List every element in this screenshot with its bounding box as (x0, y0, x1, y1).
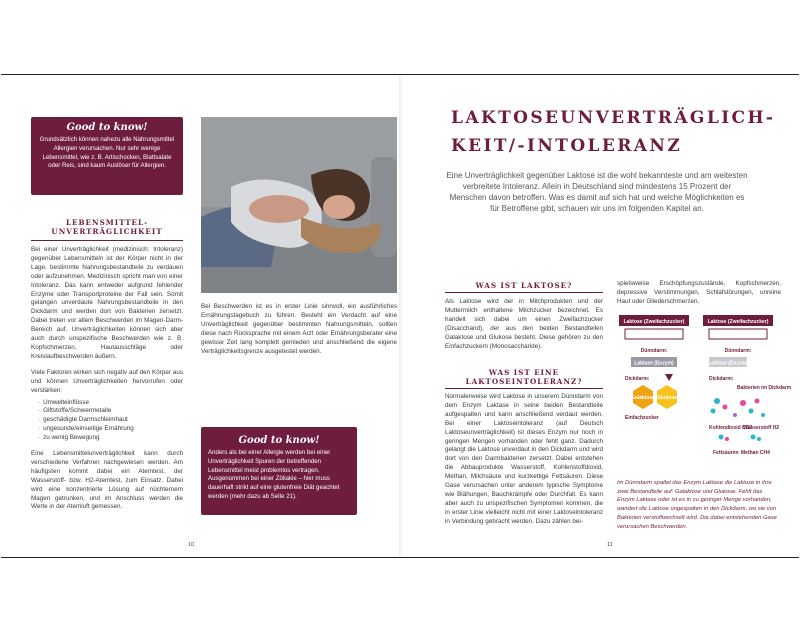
photo-illustration (201, 117, 397, 293)
heading-line-2: LAKTOSEINTOLERANZ? (465, 377, 583, 386)
intro-text: Eine Unverträglichkeit gegenüber Laktose ist die wohl bekannteste und am weitesten verbreitete Intoleranz. Allein in Deutschland sind mindestens 15 Prozent der Menschen davon betroffen. Was es damit auf sich hat und welche Möglichkeiten es für Betroffene gibt, schauen wir uns im folgenden Kapitel an. (446, 171, 748, 213)
lactose-label: Laktose (Zweifachzucker) (623, 319, 685, 325)
gas-molecules (719, 435, 762, 442)
list-item: · geschädigte Darmschleimhaut (38, 416, 183, 425)
left-column-text (31, 246, 183, 519)
right-column-top-text (617, 280, 781, 314)
large-intestine-label-right: Dickdarm: (709, 376, 734, 382)
section-heading (31, 218, 183, 236)
paragraph: Bei Beschwerden ist es in erster Linie sinnvoll, ein ausführliches Ernährungstagebuch zu führen. Besteht ein Verdacht auf eine Unverträglichkeit gegenüber bestimmten Nahrungsmitteln, sollten diese nach Rücksprache mit einem Arzt oder Ernährungsberater eine gewisse Zeit lang komplett gemieden und anschließend die eigene Verträglichkeitsgrenze ausgetestet werden. (201, 303, 397, 355)
good-to-know-box-2 (201, 427, 357, 515)
woman-on-sofa-photo (201, 117, 397, 293)
glucose-label: Glukose (657, 395, 677, 401)
heading-line-2: UNVERTRÄGLICHKEIT (51, 227, 163, 236)
diagram-caption: Im Dünndarm spaltet das Enzym Laktase die Laktose in ihre zwei Bestandteile auf: Galaktose und Glukose. Fehlt das Enzym Laktase oder ist es in zu geringer Menge vorhanden, wandert die Laktose ungespalten in den Dickdarm, wo sie von Bakterien verstoffwechselt wird. Die dabei entstehenden Gase verursachen Beschwerden. (617, 480, 777, 530)
list-item: · zu wenig Bewegung (38, 434, 183, 443)
lactose-molecule (625, 329, 683, 339)
list-item: · Giftstoffe/Schwermetalle (38, 407, 183, 416)
small-intestine-label-right: Dünndarm: (724, 348, 752, 354)
title-line-1: LAKTOSEUNVERTRÄGLICH- (451, 108, 776, 128)
paragraph: Als Laktose wird der in Milchprodukten und der Muttermilch enthaltene Milchzucker bezeichnet. Es handelt sich dabei um einen Zweifachzucker (Disaccharid), der aus den beiden Bestandteilen Galaktose und Glukose besteht. Diese gehören zu den Einfachzuckern (Monosaccharide). (445, 298, 603, 350)
heading-rule (31, 240, 183, 241)
heading-line-1: WAS IST EINE (488, 368, 560, 377)
box-text: Grundsätzlich können nahezu alle Nahrungsmittel Allergien verursachen. Nur sehr wenige Lebensmittel, wie z. B. Artischocken, Blattsalate oder Reis, sind kaum Auslöser für Allergien. (39, 136, 175, 170)
bacteria-label: Bakterien im Dickdarm (737, 385, 792, 391)
page-number: 11 (607, 542, 613, 548)
heading-rule (445, 292, 603, 293)
large-intestine-label: Dickdarm: (625, 376, 650, 382)
page-number: 10 (188, 542, 195, 548)
lactose-label-right: Laktose (Zweifachzucker) (707, 319, 769, 325)
methane-label: Methan CH4 (741, 450, 770, 456)
paragraph: Bei einer Unverträglichkeit (medizinisch: Intoleranz) gegenüber Lebensmitteln ist der Körper nicht in der Lage, bestimmte Nahrungsbestandteile zu verdauen oder aufzunehmen. Medizinisch spricht man von einer Intoleranz. Das kann entweder aufgrund fehlender Enzyme oder Transportproteine der Fall sein. Somit gelangen unverdaute Nahrungsbestandteile in den Dickdarm und werden dort von Bakterien zersetzt. Dabei treten vor allem Beschwerden im Magen-Darm-Bereich auf. Unverträglichkeiten können sich aber auch durch unspezifische Beschwerden wie z. B. Kopfschmerzen, Hautausschläge oder Kreislaufbeschwerden äußern. (31, 246, 183, 360)
galactose-label: Galaktose (631, 395, 655, 401)
book-spread (1, 74, 799, 558)
paragraph: Eine Lebensmittelunverträglichkeit kann durch verschiedene Verfahren nachgewiesen werden. Am häufigsten kommt dabei ein Atemtest, der Wasserstoff- bzw. H2-Atemtest, zum Einsatz. Dabei wird eine konzentrierte Lösung auf nüchternem Magen getrunken, und im Anschluss werden die Werte in der Atemluft gemessen. (31, 450, 183, 511)
factor-list (31, 399, 183, 444)
box-title: Good to know! (66, 122, 148, 133)
paragraph: spielsweise Erschöpfungszustände, Kopfschmerzen, depressive Verstimmungen, Schlafstörungen, unreine Haut oder Gliederschmerzen. (617, 280, 781, 305)
page-title (451, 104, 781, 160)
lactose-molecule-right (709, 329, 767, 339)
heading-what-is-lactose: WAS IST LAKTOSE? (475, 281, 573, 290)
lactose-diagram (617, 311, 792, 476)
paragraph: Normalerweise wird Laktose in unserem Dünndarm von dem Enzym Laktase in seine beiden Bestandteile aufgespalten und kann anschließend verdaut werden. Bei einer Laktoseintoleranz (auf Deutsch Laktoseunverträglichkeit) ist dieses Enzym nur noch in geringen Mengen vorhanden oder fehlt ganz. Dadurch gelangt die Laktose unverdaut in den Dickdarm und wird dort von den Darmbakterien zersetzt. Dabei entstehen die Abbauprodukte Wasserstoff, Kohlenstoffdioxid, Methan, Milchsäure und kurzkettige Fettsäuren. Diese Gase verursachen unter anderem typische Symptome wie Blähungen, Bauchkrämpfe oder Durchfall. Es kann aber auch zu unspezifischen Symptomen kommen, die in erster Linie vielleicht nicht mit einer Laktoseintoleranz in Verbindung gebracht werden. Dazu zählen bei- (445, 393, 603, 525)
small-intestine-label: Dünndarm: (640, 348, 668, 354)
arrow-down (665, 374, 673, 381)
lactase-label: Laktase (Enzym) (634, 360, 674, 367)
gutter (399, 75, 403, 557)
heading-lactose-intolerance (445, 368, 603, 386)
title-line-2: KEIT/-INTOLERANZ (451, 136, 683, 156)
lactase-label-right: Laktase (Enzym) (708, 360, 748, 367)
monosaccharide-label: Einfachzucker (625, 415, 659, 421)
fatty-acids-label: Fettsäuren (713, 450, 739, 456)
middle-column-text (201, 303, 397, 363)
lactose-text (445, 298, 603, 358)
paragraph: Viele Faktoren wirken sich negativ auf den Körper aus und können Unverträglichkeiten hervorrufen oder verstärken: (31, 368, 183, 394)
good-to-know-box-1 (31, 117, 183, 195)
h2-label: Wasserstoff H2 (743, 425, 780, 431)
list-item: · ungesunde/einseitige Ernährung (38, 425, 183, 434)
intolerance-text (445, 393, 603, 534)
heading-line-1: LEBENSMITTEL- (65, 218, 149, 227)
list-item: · Umwelteinflüsse (38, 399, 183, 408)
heading-rule (445, 388, 603, 389)
box-text: Anders als bei einer Allergie werden bei einer Unverträglichkeit Spuren der betreffenden Lebensmittel meist problemlos vertragen. Ausgenommen bei einer Zöliakie – hier muss dauerhaft strikt auf eine glutenfreie Diät geachtet werden (mehr dazu ab Seite 21). (208, 449, 340, 500)
box-title: Good to know! (238, 435, 320, 446)
co2-label: Kohlendioxid CO2 (709, 425, 753, 431)
bacteria-cluster (711, 398, 766, 417)
